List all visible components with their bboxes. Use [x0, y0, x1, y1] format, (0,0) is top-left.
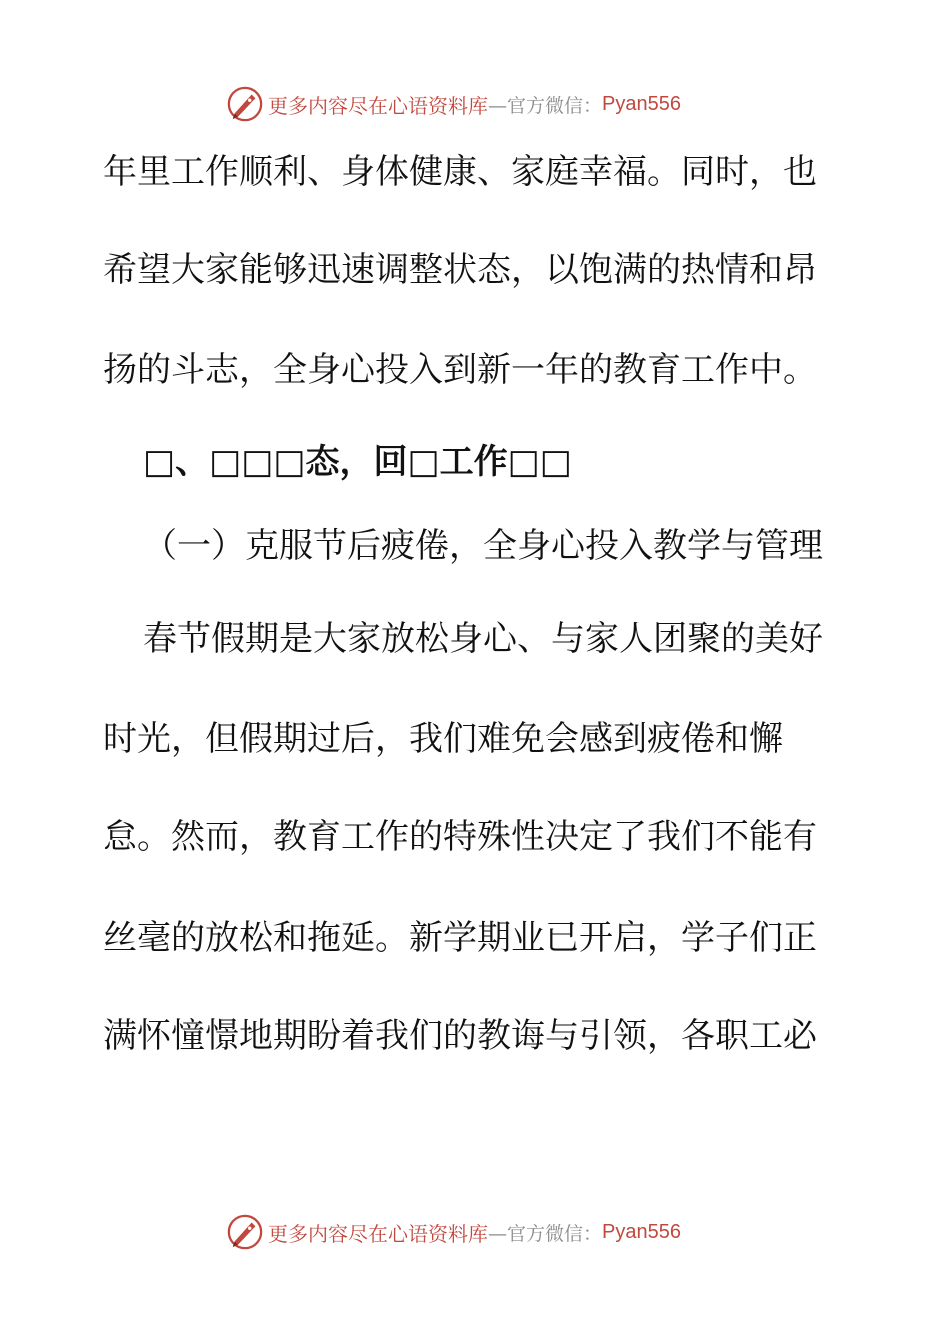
footer-banner — [226, 1212, 681, 1252]
paragraph-text: 时光，但假期过后，我们难免会感到疲倦和懈 — [103, 719, 783, 759]
paragraph-text: 年里工作顺利、身体健康、家庭幸福。同时，也 — [103, 152, 817, 192]
header-banner — [226, 84, 681, 124]
pen-nib-logo-icon — [226, 85, 264, 123]
text-line-9 — [0, 918, 950, 958]
subsection-heading-text: （一）克服节后疲倦，全身心投入教学与管理 — [143, 526, 823, 566]
text-line-8 — [0, 817, 950, 857]
paragraph-text: 满怀憧憬地期盼着我们的教诲与引领，各职工必 — [103, 1016, 817, 1056]
pen-nib-logo-icon — [226, 1213, 264, 1251]
text-line-10 — [0, 1016, 950, 1056]
banner-wechat-id: Pyan556 — [602, 1220, 681, 1243]
paragraph-text: 希望大家能够迅速调整状态，以饱满的热情和昂 — [103, 250, 817, 290]
banner-subtitle: —官方微信： — [488, 1222, 603, 1245]
text-line-3 — [0, 350, 950, 390]
text-line-7 — [0, 719, 950, 759]
paragraph-text: 丝毫的放松和拖延。新学期业已开启，学子们正 — [103, 918, 817, 958]
section-heading — [0, 442, 950, 482]
paragraph-text: 怠。然而，教育工作的特殊性决定了我们不能有 — [103, 817, 817, 857]
text-line-2 — [0, 250, 950, 290]
paragraph-text: 春节假期是大家放松身心、与家人团聚的美好 — [143, 619, 823, 659]
banner-subtitle: —官方微信： — [488, 94, 603, 117]
text-line-6 — [0, 619, 950, 659]
banner-wechat-id: Pyan556 — [602, 92, 681, 115]
section-heading-text: □、□□□态，回□工作□□ — [143, 442, 572, 482]
paragraph-text: 扬的斗志，全身心投入到新一年的教育工作中。 — [103, 350, 817, 390]
banner-title: 更多内容尽在心语资料库 — [268, 1221, 488, 1246]
banner-title: 更多内容尽在心语资料库 — [268, 93, 488, 118]
text-line-1 — [0, 152, 950, 192]
subsection-heading — [0, 526, 950, 566]
